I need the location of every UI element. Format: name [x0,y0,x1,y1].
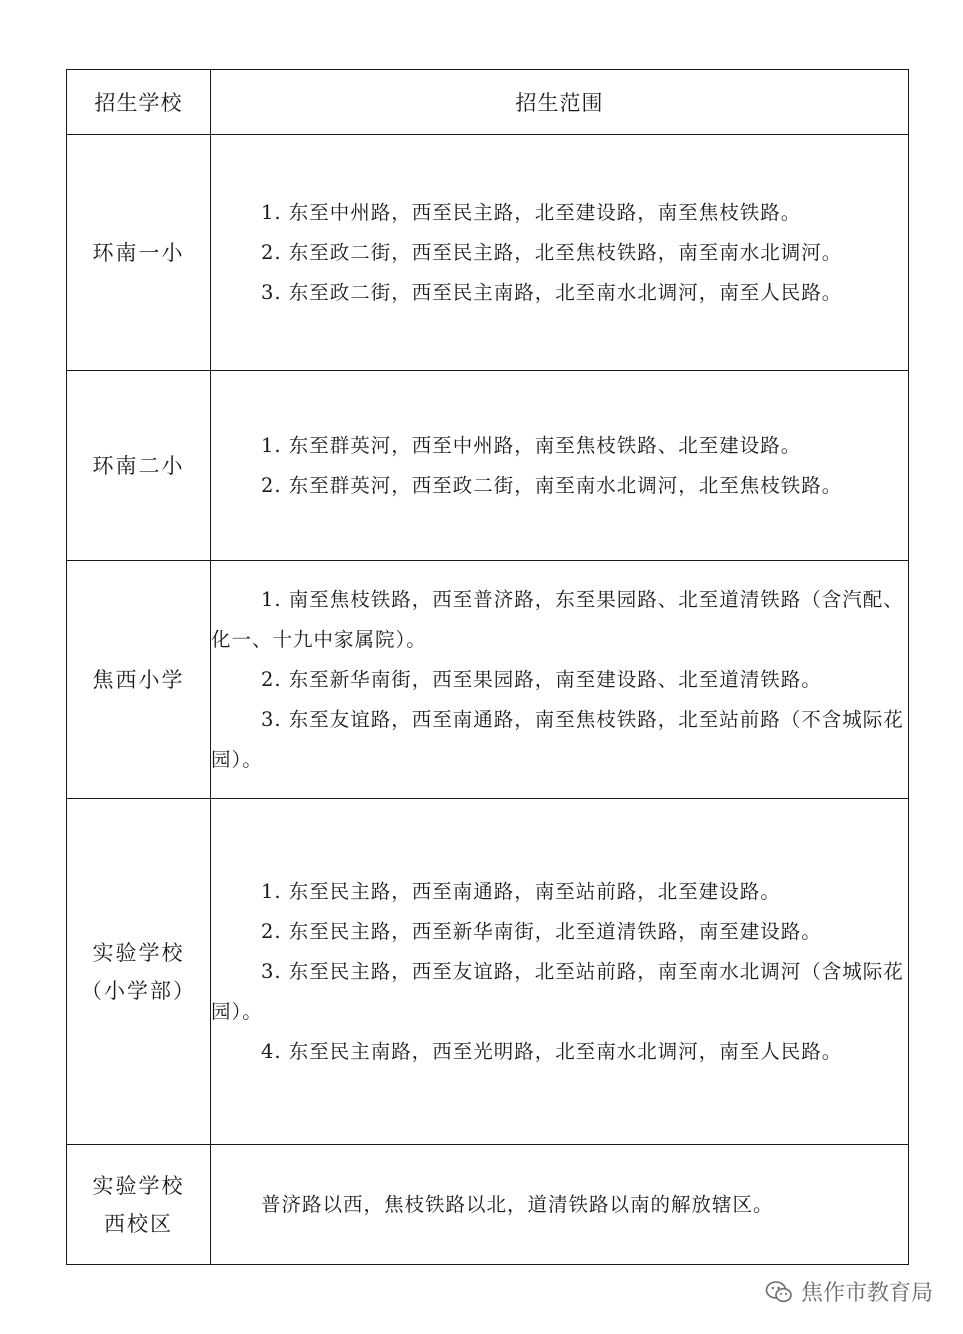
range-line: 2. 东至群英河，西至政二街，南至南水北调河，北至焦枝铁路。 [261,473,843,497]
school-name: 焦西小学 [92,667,185,692]
range-line: 2. 东至政二街，西至民主路，北至焦枝铁路，南至南水北调河。 [261,240,843,264]
range-cell [211,799,909,1145]
enrollment-table [66,69,909,1265]
table-row [67,799,909,1145]
table-header-row [67,70,909,135]
range-line: 3. 东至民主路，西至友谊路，北至站前路，南至南水北调河（含城际花园）。 [211,959,904,1023]
range-line: 4. 东至民主南路，西至光明路，北至南水北调河，南至人民路。 [261,1039,843,1063]
school-name: 环南二小 [92,453,185,478]
school-name-cell [67,1145,211,1265]
range-line: 普济路以西，焦枝铁路以北，道清铁路以南的解放辖区。 [261,1192,774,1216]
range-cell [211,1145,909,1265]
school-subname: 西校区 [104,1211,173,1236]
header-range: 招生范围 [211,70,909,135]
range-line: 1. 南至焦枝铁路，西至普济路，东至果园路、北至道清铁路（含汽配、化一、十九中家属院）。 [211,587,904,651]
watermark-text: 焦作市教育局 [800,1281,933,1306]
school-name-cell [67,135,211,371]
range-line: 1. 东至中州路，西至民主路，北至建设路，南至焦枝铁路。 [261,200,802,224]
range-line: 3. 东至政二街，西至民主南路，北至南水北调河，南至人民路。 [261,280,843,304]
table-row [67,1145,909,1265]
range-line: 1. 东至民主路，西至南通路，南至站前路，北至建设路。 [261,879,781,903]
school-name: 实验学校 [92,1173,185,1198]
wechat-icon [765,1280,793,1304]
range-line: 2. 东至新华南街，西至果园路，南至建设路、北至道清铁路。 [261,667,822,691]
table-row [67,135,909,371]
range-line: 1. 东至群英河，西至中州路，南至焦枝铁路、北至建设路。 [261,433,802,457]
school-subname: （小学部） [81,978,196,1003]
header-school: 招生学校 [67,70,211,135]
school-name-cell [67,371,211,561]
school-name: 实验学校 [92,940,185,965]
school-name-cell [67,799,211,1145]
range-cell [211,135,909,371]
watermark [765,1276,933,1307]
school-name: 环南一小 [92,240,185,265]
range-line: 3. 东至友谊路，西至南通路，南至焦枝铁路，北至站前路（不含城际花园）。 [211,707,904,771]
table-row [67,371,909,561]
range-cell [211,561,909,799]
table-row [67,561,909,799]
school-name-cell [67,561,211,799]
range-line: 2. 东至民主路，西至新华南街，北至道清铁路，南至建设路。 [261,919,822,943]
range-cell [211,371,909,561]
